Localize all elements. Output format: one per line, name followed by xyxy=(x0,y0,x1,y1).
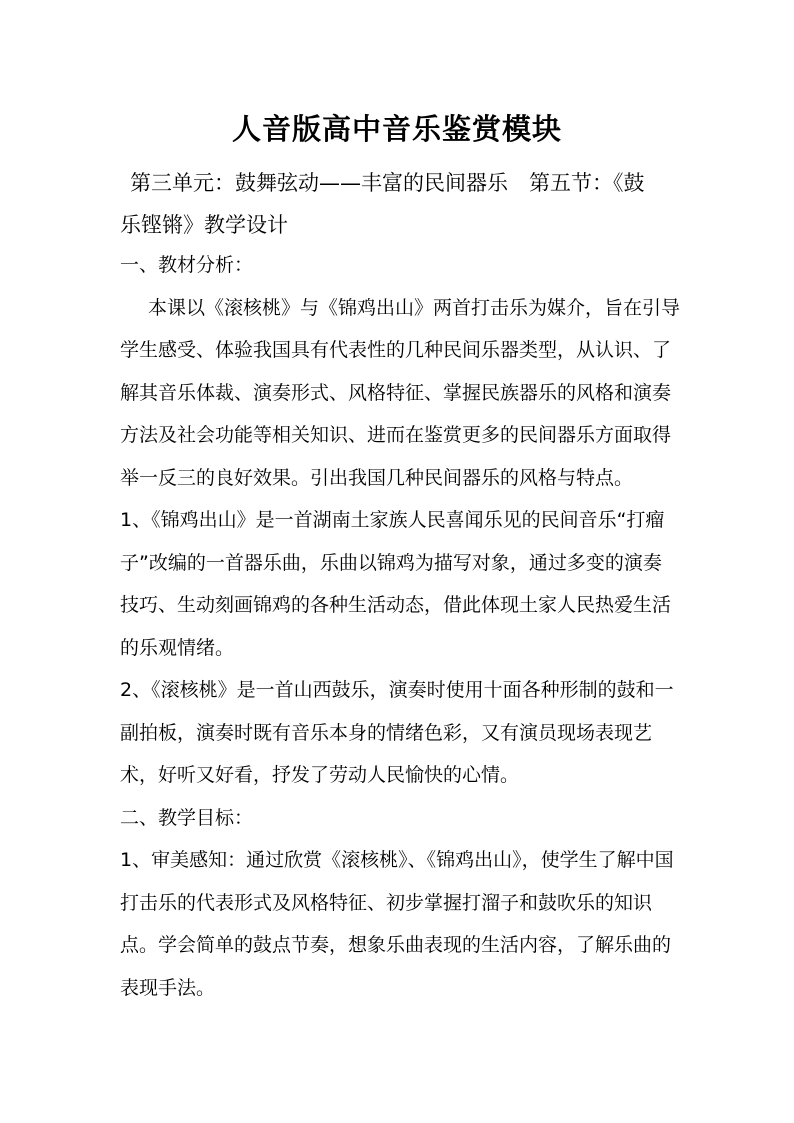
goal1-paragraph-line: 1、审美感知：通过欣赏《滚核桃》、《锦鸡出山》，使学生了解中国 xyxy=(120,849,674,871)
lesson-heading-line: 第三单元：鼓舞弦动——丰富的民间器乐 第五节：《鼓 xyxy=(130,171,645,195)
item1-paragraph-line: 的乐观情绪。 xyxy=(120,636,235,659)
section-title-analysis: 一、教材分析： xyxy=(120,254,254,276)
analysis-paragraph-line: 本课以《滚核桃》与《锦鸡出山》两首打击乐为媒介，旨在引导 xyxy=(148,296,681,319)
document-body xyxy=(120,244,680,1009)
document-title: 人音版高中音乐鉴赏模块 xyxy=(231,112,562,146)
analysis-paragraph-line: 举一反三的良好效果。引出我国几种民间器乐的风格与特点。 xyxy=(120,466,634,489)
item1-paragraph-line: 技巧、生动刻画锦鸡的各种生活动态，借此体现土家人民热爱生活 xyxy=(120,594,672,616)
goal1-paragraph-line: 点。学会简单的鼓点节奏，想象乐曲表现的生活内容，了解乐曲的 xyxy=(120,934,672,956)
goal1-paragraph-line: 打击乐的代表形式及风格特征、初步掌握打溜子和鼓吹乐的知识 xyxy=(120,891,653,914)
item2-paragraph-line: 副拍板，演奏时既有音乐本身的情绪色彩，又有演员现场表现艺 xyxy=(120,721,653,744)
item1-paragraph-line: 子”改编的一首器乐曲，乐曲以锦鸡为描写对象，通过多变的演奏 xyxy=(120,551,662,574)
analysis-paragraph-line: 解其音乐体裁、演奏形式、风格特征、掌握民族器乐的风格和演奏 xyxy=(120,381,672,404)
section-title-goals: 二、教学目标： xyxy=(120,806,254,829)
item2-paragraph-line: 2、《滚核桃》是一首山西鼓乐，演奏时使用十面各种形制的鼓和一 xyxy=(120,679,674,701)
lesson-heading xyxy=(120,162,680,246)
analysis-paragraph-line: 方法及社会功能等相关知识、进而在鉴赏更多的民间器乐方面取得 xyxy=(120,424,672,446)
analysis-paragraph-line: 学生感受、体验我国具有代表性的几种民间乐器类型，从认识、了 xyxy=(120,339,672,361)
item2-paragraph-line: 术，好听又好看，抒发了劳动人民愉快的心情。 xyxy=(120,764,520,786)
lesson-heading-line: 乐铿锵》教学设计 xyxy=(120,213,288,237)
goal1-paragraph-line: 表现手法。 xyxy=(120,976,216,999)
item1-paragraph-line: 1、《锦鸡出山》是一首湖南土家族人民喜闻乐见的民间音乐“打瘤 xyxy=(120,509,665,531)
